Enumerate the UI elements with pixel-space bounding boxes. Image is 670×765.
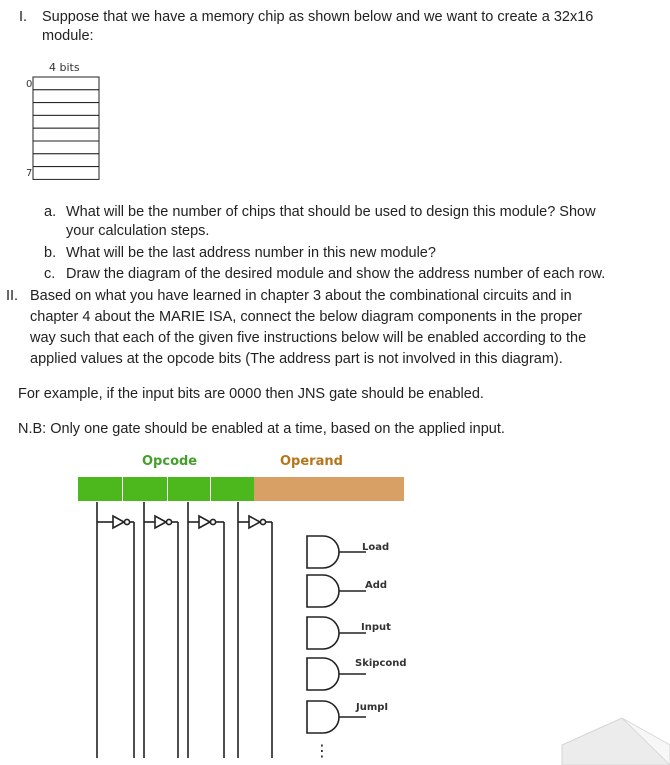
memory-row-7 <box>33 167 99 180</box>
memory-chip-figure <box>0 60 120 185</box>
bit-0-inverter-bubble <box>124 519 129 524</box>
memory-chip-width-label: 4 bits <box>49 61 80 74</box>
memory-chip-last-row: 7 <box>26 168 33 179</box>
memory-chip-rows <box>33 77 99 179</box>
bit-1-inverter-bubble <box>166 519 171 524</box>
question-a-line-1: What will be the number of chips that should be used to design this module? Show <box>66 204 596 220</box>
operand-field <box>254 477 404 501</box>
page-curl-decoration <box>562 718 670 765</box>
opcode-decoder-diagram <box>0 440 670 765</box>
more-gates-ellipsis: ⋮ <box>314 741 330 760</box>
opcode-bit-3 <box>211 477 254 501</box>
question-a-letter: a. <box>44 204 57 220</box>
section-1-line-1: Suppose that we have a memory chip as shown below and we want to create a 32x16 <box>42 9 594 25</box>
skipcond-gate-label: Skipcond <box>355 658 407 669</box>
section-2-line-3: way such that each of the given five instructions below will be enabled according to the <box>30 330 587 346</box>
opcode-bit-2 <box>168 477 210 501</box>
question-b-line-1: What will be the last address number in this new module? <box>66 245 436 261</box>
add-gate-label: Add <box>365 580 388 591</box>
section-2-numeral: II. <box>6 288 19 304</box>
memory-row-4 <box>33 128 99 141</box>
note-text: N.B: Only one gate should be enabled at a time, based on the applied input. <box>18 421 505 437</box>
add-and-gate <box>307 575 339 607</box>
input-gate-label: Input <box>361 622 391 633</box>
question-c-letter: c. <box>44 266 56 282</box>
bit-2-inverter-bubble <box>210 519 215 524</box>
section-2-line-4: applied values at the opcode bits (The address part is not involved in this diagram). <box>30 351 563 367</box>
memory-row-1 <box>33 90 99 103</box>
example-text: For example, if the input bits are 0000 then JNS gate should be enabled. <box>18 386 484 402</box>
question-c-line-1: Draw the diagram of the desired module and show the address number of each row. <box>66 266 606 282</box>
memory-row-6 <box>33 154 99 167</box>
jumpi-and-gate <box>307 701 339 733</box>
load-and-gate <box>307 536 339 568</box>
opcode-label: Opcode <box>142 454 198 469</box>
operand-label: Operand <box>280 454 343 469</box>
load-gate-label: Load <box>362 542 390 553</box>
bit-3-inverter-bubble <box>260 519 265 524</box>
input-and-gate <box>307 617 339 649</box>
memory-row-3 <box>33 115 99 128</box>
memory-row-0 <box>33 77 99 90</box>
memory-chip-first-row: 0 <box>26 79 33 90</box>
memory-row-5 <box>33 141 99 154</box>
opcode-bit-1 <box>123 477 167 501</box>
section-1-numeral: I. <box>19 9 28 25</box>
question-a-line-2: your calculation steps. <box>66 223 210 239</box>
section-2-line-2: chapter 4 about the MARIE ISA, connect the below diagram components in the proper <box>30 309 583 325</box>
bit-3-inverter <box>249 516 260 528</box>
opcode-bit-0 <box>78 477 122 501</box>
section-1-line-2: module: <box>42 28 94 44</box>
memory-row-2 <box>33 103 99 116</box>
bit-2-inverter <box>199 516 210 528</box>
section-2-line-1: Based on what you have learned in chapter 3 about the combinational circuits and in <box>30 288 572 304</box>
jumpi-gate-label: JumpI <box>356 702 389 713</box>
bit-1-inverter <box>155 516 166 528</box>
bit-0-inverter <box>113 516 124 528</box>
opcode-lines <box>97 502 272 758</box>
skipcond-and-gate <box>307 658 339 690</box>
question-b-letter: b. <box>44 245 57 261</box>
